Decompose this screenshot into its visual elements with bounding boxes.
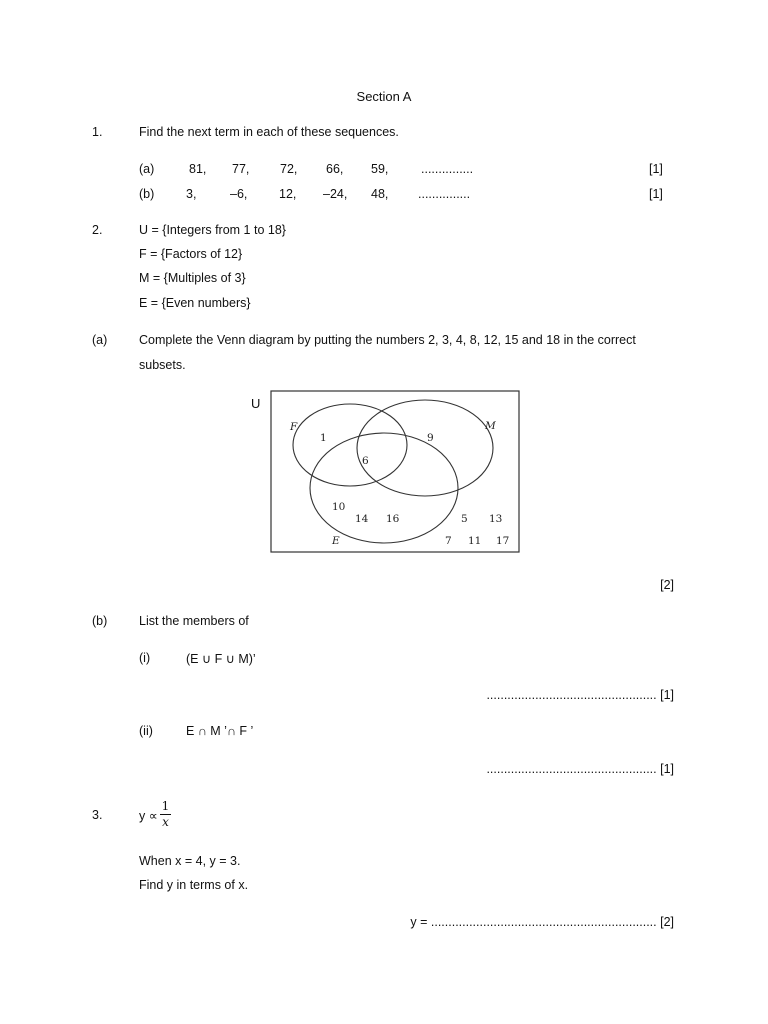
- question-2b-i-label: (i): [139, 651, 151, 665]
- question-2a-label: (a): [92, 333, 108, 347]
- venn-universal-rect: [271, 391, 519, 552]
- sequence-term: 48,: [371, 187, 389, 201]
- venn-number: 6: [362, 455, 369, 467]
- question-1-text: Find the next term in each of these sequences.: [139, 125, 399, 139]
- marks-label: [2]: [660, 578, 674, 592]
- venn-number: 9: [427, 432, 434, 444]
- sequence-term: 59,: [371, 162, 389, 176]
- fraction-numerator: 1: [161, 799, 170, 813]
- part-label: (b): [139, 187, 155, 201]
- venn-number: 1: [320, 432, 327, 444]
- question-2b-text: List the members of: [139, 614, 249, 628]
- question-3-number: 3.: [92, 808, 103, 822]
- part-label: (a): [139, 162, 155, 176]
- venn-number: 5: [461, 513, 468, 525]
- marks-label: [1]: [649, 187, 663, 201]
- venn-number: 10: [332, 501, 346, 513]
- venn-number: 16: [386, 513, 400, 525]
- venn-circle-f: [293, 404, 407, 486]
- answer-line[interactable]: ................................................. [1]: [486, 762, 674, 776]
- set-definition-u: U = {Integers from 1 to 18}: [139, 223, 286, 237]
- venn-number: 17: [496, 535, 510, 547]
- question-2b-i-expression: (E ∪ F ∪ M)’: [186, 652, 256, 666]
- sequence-term: –24,: [323, 187, 348, 201]
- answer-line[interactable]: ................................................. [1]: [486, 688, 674, 702]
- question-3-task: Find y in terms of x.: [139, 878, 249, 892]
- answer-blank[interactable]: ...............: [421, 162, 474, 176]
- marks-label: [1]: [649, 162, 663, 176]
- set-definition-e: E = {Even numbers}: [139, 296, 251, 310]
- venn-label-e: E: [332, 535, 340, 547]
- sequence-term: 3,: [186, 187, 197, 201]
- sequence-term: 72,: [280, 162, 298, 176]
- answer-blank[interactable]: ...............: [418, 187, 471, 201]
- question-2a-text-line2: subsets.: [139, 358, 186, 372]
- venn-circle-e: [310, 433, 458, 543]
- section-title: Section A: [356, 89, 412, 104]
- question-2b-label: (b): [92, 614, 108, 628]
- question-2-number: 2.: [92, 223, 103, 237]
- venn-number: 13: [489, 513, 503, 525]
- fraction-denominator: x: [162, 815, 169, 829]
- venn-label-m: M: [485, 420, 496, 432]
- question-3-given: When x = 4, y = 3.: [139, 854, 241, 868]
- venn-number: 11: [468, 535, 482, 547]
- sequence-term: –6,: [230, 187, 248, 201]
- fraction-one-over-x: [160, 800, 171, 829]
- sequence-term: 81,: [189, 162, 207, 176]
- venn-label-f: F: [290, 421, 298, 433]
- question-1-number: 1.: [92, 125, 103, 139]
- sequence-term: 66,: [326, 162, 344, 176]
- venn-diagram: [270, 390, 522, 554]
- venn-number: 14: [355, 513, 369, 525]
- set-definition-m: M = {Multiples of 3}: [139, 271, 246, 285]
- answer-line[interactable]: y = ................................................................. [2]: [410, 915, 674, 929]
- set-definition-f: F = {Factors of 12}: [139, 247, 243, 261]
- question-2b-ii-expression: E ∩ M ’∩ F ’: [186, 724, 254, 738]
- venn-number: 7: [445, 535, 452, 547]
- proportional-expression: y ∝: [139, 809, 158, 823]
- question-2a-text-line1: Complete the Venn diagram by putting the numbers 2, 3, 4, 8, 12, 15 and 18 in the correct: [139, 333, 636, 347]
- question-2b-ii-label: (ii): [139, 724, 153, 738]
- sequence-term: 77,: [232, 162, 250, 176]
- sequence-term: 12,: [279, 187, 297, 201]
- venn-universal-label: U: [251, 396, 261, 411]
